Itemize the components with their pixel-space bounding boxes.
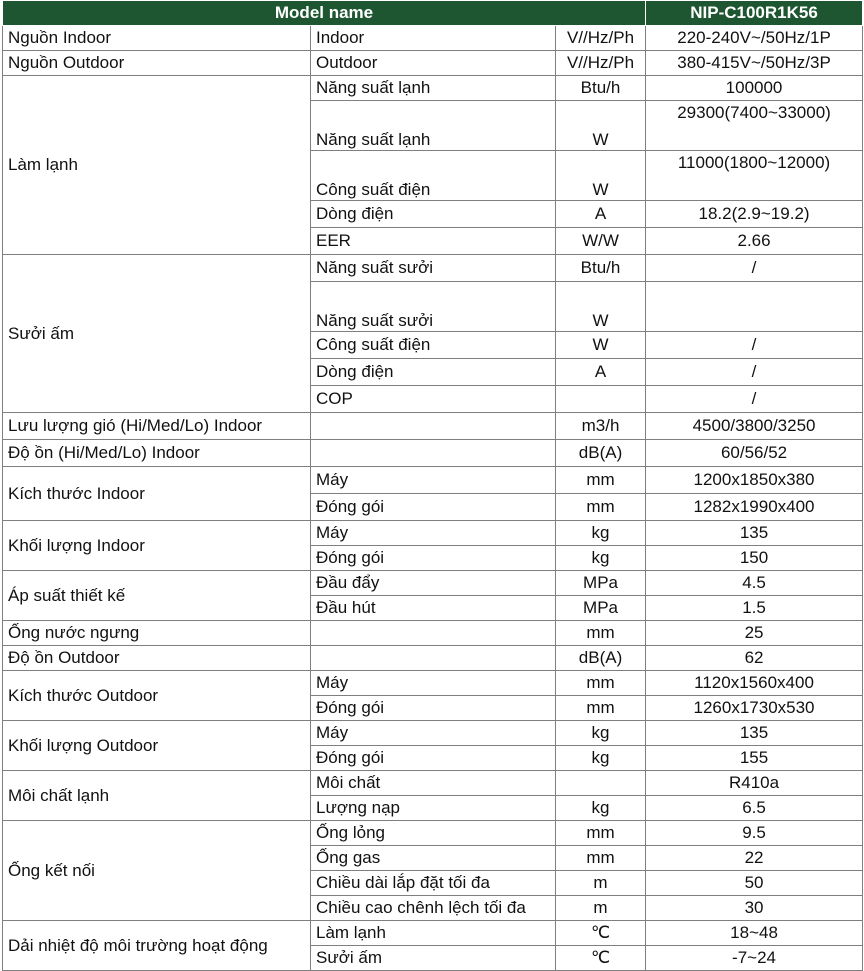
row-group: Độ ồn (Hi/Med/Lo) Indoor xyxy=(3,440,311,467)
row-value: 1200x1850x380 xyxy=(646,467,863,494)
row-unit: Btu/h xyxy=(556,255,646,282)
row-sub: Outdoor xyxy=(311,51,556,76)
row-unit: mm xyxy=(556,821,646,846)
row-unit: m xyxy=(556,896,646,921)
row-unit: kg xyxy=(556,746,646,771)
row-unit: MPa xyxy=(556,571,646,596)
row-value: 1260x1730x530 xyxy=(646,696,863,721)
row-sub: Sưởi ấm xyxy=(311,946,556,971)
spec-table xyxy=(2,0,863,971)
row-group: Kích thước Indoor xyxy=(3,467,311,521)
row-sub: Máy xyxy=(311,521,556,546)
row-unit xyxy=(556,771,646,796)
row-sub: COP xyxy=(311,386,556,413)
row-sub: Đóng gói xyxy=(311,746,556,771)
table-row xyxy=(3,255,863,282)
table-row xyxy=(3,440,863,467)
row-group: Dải nhiệt độ môi trường hoạt động xyxy=(3,921,311,971)
row-group: Nguồn Indoor xyxy=(3,26,311,51)
row-value: 1.5 xyxy=(646,596,863,621)
table-row xyxy=(3,921,863,946)
table-row xyxy=(3,821,863,846)
row-group: Độ ồn Outdoor xyxy=(3,646,311,671)
table-row xyxy=(3,26,863,51)
row-unit: V//Hz/Ph xyxy=(556,26,646,51)
row-value: 29300(7400~33000) xyxy=(646,101,863,151)
row-value: 9.5 xyxy=(646,821,863,846)
row-sub: Ống lỏng xyxy=(311,821,556,846)
row-sub: Năng suất lạnh xyxy=(311,101,556,151)
row-unit: A xyxy=(556,201,646,228)
row-value: 220-240V~/50Hz/1P xyxy=(646,26,863,51)
row-value: 150 xyxy=(646,546,863,571)
row-sub: Lượng nạp xyxy=(311,796,556,821)
table-row xyxy=(3,571,863,596)
row-value: R410a xyxy=(646,771,863,796)
row-unit: dB(A) xyxy=(556,440,646,467)
row-unit: mm xyxy=(556,621,646,646)
row-sub: Máy xyxy=(311,721,556,746)
row-value: 4500/3800/3250 xyxy=(646,413,863,440)
row-sub: Chiều cao chênh lệch tối đa xyxy=(311,896,556,921)
row-value: 155 xyxy=(646,746,863,771)
row-unit: m xyxy=(556,871,646,896)
row-value: 60/56/52 xyxy=(646,440,863,467)
row-unit xyxy=(556,386,646,413)
row-value: / xyxy=(646,359,863,386)
row-sub xyxy=(311,621,556,646)
row-unit: Btu/h xyxy=(556,76,646,101)
row-sub: Đầu đẩy xyxy=(311,571,556,596)
row-group: Ống kết nối xyxy=(3,821,311,921)
table-row xyxy=(3,413,863,440)
row-unit: mm xyxy=(556,696,646,721)
row-unit: W xyxy=(556,101,646,151)
row-value: 11000(1800~12000) xyxy=(646,151,863,201)
row-unit: ℃ xyxy=(556,921,646,946)
row-unit: A xyxy=(556,359,646,386)
row-unit: W/W xyxy=(556,228,646,255)
row-sub xyxy=(311,440,556,467)
row-value: 18.2(2.9~19.2) xyxy=(646,201,863,228)
row-unit: W xyxy=(556,332,646,359)
header-row xyxy=(3,1,863,26)
row-sub: Máy xyxy=(311,671,556,696)
table-row xyxy=(3,51,863,76)
row-value: 25 xyxy=(646,621,863,646)
row-value: -7~24 xyxy=(646,946,863,971)
row-value: 100000 xyxy=(646,76,863,101)
row-group: Lưu lượng gió (Hi/Med/Lo) Indoor xyxy=(3,413,311,440)
row-value: / xyxy=(646,255,863,282)
row-value: 4.5 xyxy=(646,571,863,596)
table-row xyxy=(3,621,863,646)
table-row xyxy=(3,467,863,494)
table-row xyxy=(3,646,863,671)
row-unit: kg xyxy=(556,721,646,746)
row-sub xyxy=(311,413,556,440)
row-value: 2.66 xyxy=(646,228,863,255)
row-group: Môi chất lạnh xyxy=(3,771,311,821)
row-sub: Dòng điện xyxy=(311,359,556,386)
row-sub: Công suất điện xyxy=(311,151,556,201)
row-sub: Chiều dài lắp đặt tối đa xyxy=(311,871,556,896)
row-value: 30 xyxy=(646,896,863,921)
row-unit: kg xyxy=(556,521,646,546)
row-unit: W xyxy=(556,151,646,201)
row-sub: Làm lạnh xyxy=(311,921,556,946)
row-unit: mm xyxy=(556,467,646,494)
row-value: 22 xyxy=(646,846,863,871)
row-group: Kích thước Outdoor xyxy=(3,671,311,721)
row-sub: Đóng gói xyxy=(311,494,556,521)
row-unit: V//Hz/Ph xyxy=(556,51,646,76)
model-code: NIP-C100R1K56 xyxy=(646,1,863,26)
row-value xyxy=(646,282,863,332)
row-value: 6.5 xyxy=(646,796,863,821)
model-name-label: Model name xyxy=(3,1,646,26)
row-value: / xyxy=(646,332,863,359)
row-value: 135 xyxy=(646,721,863,746)
row-value: 1282x1990x400 xyxy=(646,494,863,521)
table-row xyxy=(3,76,863,101)
row-sub: Năng suất sưởi xyxy=(311,282,556,332)
row-group: Nguồn Outdoor xyxy=(3,51,311,76)
row-unit: m3/h xyxy=(556,413,646,440)
row-value: 1120x1560x400 xyxy=(646,671,863,696)
row-unit: mm xyxy=(556,671,646,696)
row-group: Khối lượng Indoor xyxy=(3,521,311,571)
row-unit: mm xyxy=(556,494,646,521)
row-group: Áp suất thiết kế xyxy=(3,571,311,621)
row-value: 62 xyxy=(646,646,863,671)
row-sub: Năng suất sưởi xyxy=(311,255,556,282)
table-row xyxy=(3,771,863,796)
row-group: Sưởi ấm xyxy=(3,255,311,413)
row-value: 380-415V~/50Hz/3P xyxy=(646,51,863,76)
row-unit: MPa xyxy=(556,596,646,621)
row-sub: Công suất điện xyxy=(311,332,556,359)
row-value: / xyxy=(646,386,863,413)
row-sub: Năng suất lạnh xyxy=(311,76,556,101)
row-group: Ống nước ngưng xyxy=(3,621,311,646)
row-unit: dB(A) xyxy=(556,646,646,671)
row-sub: Môi chất xyxy=(311,771,556,796)
row-sub: EER xyxy=(311,228,556,255)
row-value: 18~48 xyxy=(646,921,863,946)
row-sub: Đóng gói xyxy=(311,696,556,721)
row-group: Khối lượng Outdoor xyxy=(3,721,311,771)
row-unit: kg xyxy=(556,546,646,571)
row-sub xyxy=(311,646,556,671)
row-unit: W xyxy=(556,282,646,332)
table-row xyxy=(3,721,863,746)
row-unit: mm xyxy=(556,846,646,871)
row-unit: kg xyxy=(556,796,646,821)
table-row xyxy=(3,521,863,546)
row-sub: Ống gas xyxy=(311,846,556,871)
row-sub: Máy xyxy=(311,467,556,494)
row-sub: Đóng gói xyxy=(311,546,556,571)
row-unit: ℃ xyxy=(556,946,646,971)
table-row xyxy=(3,671,863,696)
row-group: Làm lạnh xyxy=(3,76,311,255)
row-sub: Dòng điện xyxy=(311,201,556,228)
row-sub: Indoor xyxy=(311,26,556,51)
row-value: 50 xyxy=(646,871,863,896)
row-value: 135 xyxy=(646,521,863,546)
row-sub: Đầu hút xyxy=(311,596,556,621)
